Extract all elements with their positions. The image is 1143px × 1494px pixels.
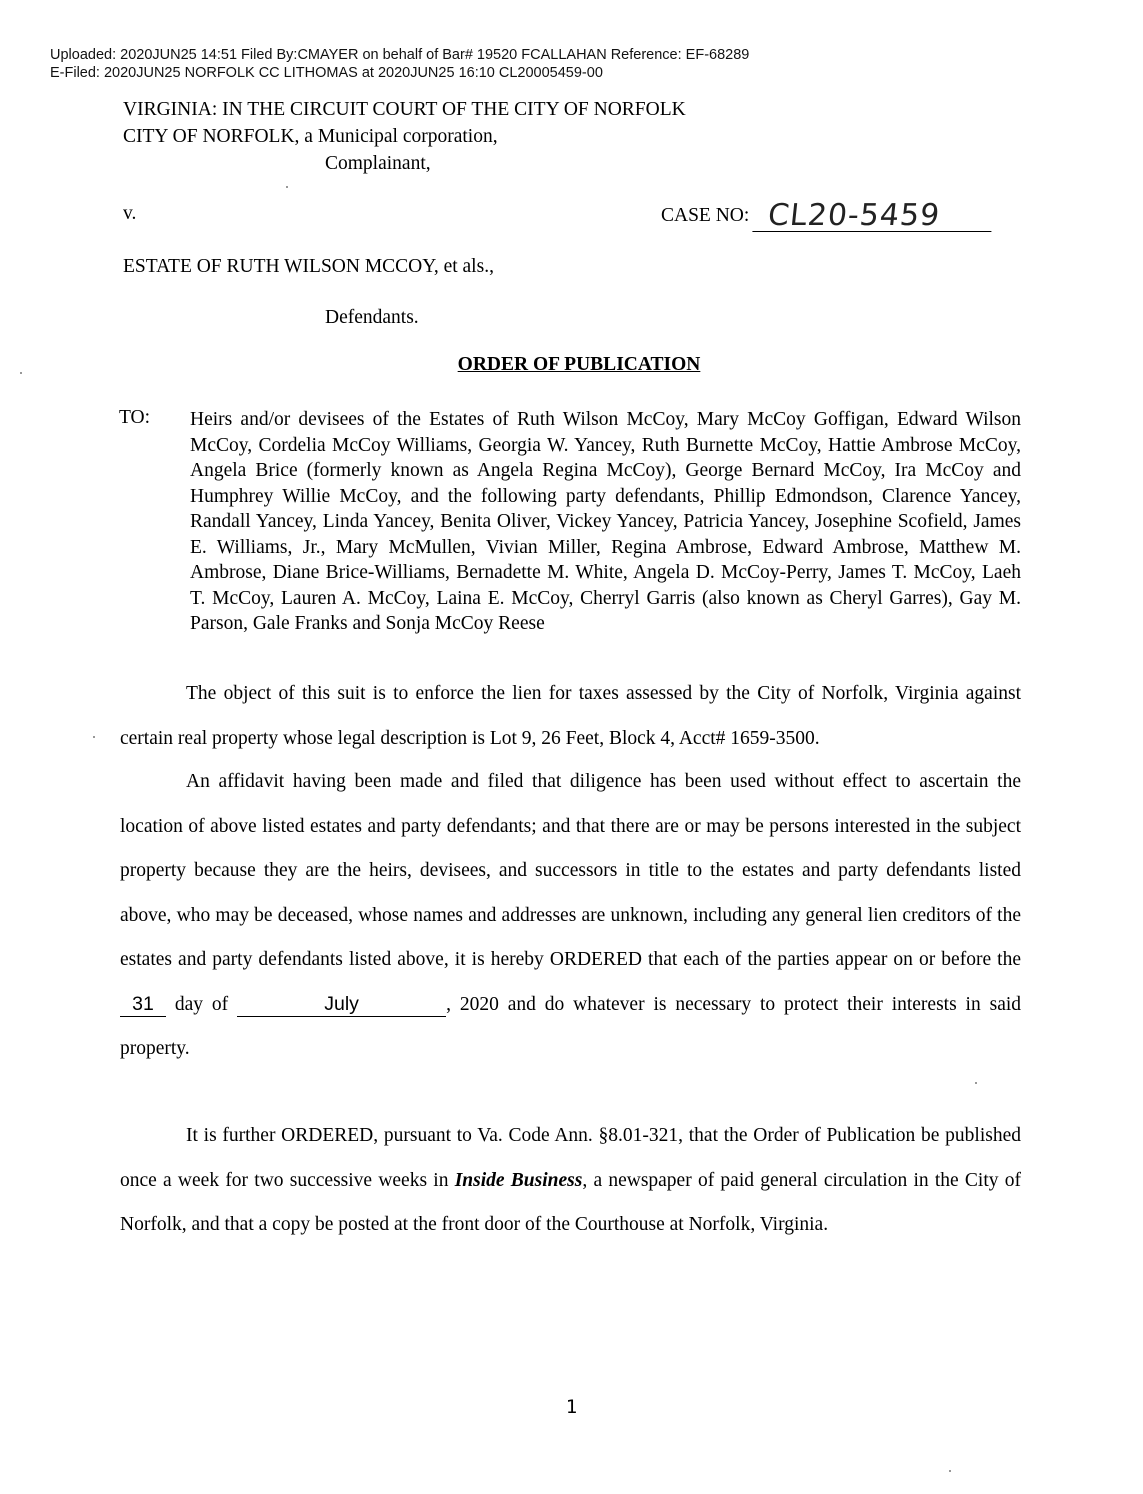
versus-label: v. [123,203,137,224]
affidavit-text-before: An affidavit having been made and filed that diligence has been used without effect to ascertain the location of above listed estates and party defendants; and that there are or may be persons interested in the subject property because they are the heirs, devisees, and successors in title to the estates and party defendants listed above, who may be deceased, whose names and addresses are unknown, including any general lien creditors of the estates and party defendants listed above, it is hereby ORDERED that each of the parties appear on or before the [120,771,1021,970]
appearance-month-field: July [237,992,446,1017]
paragraph-publication [120,1114,1021,1248]
case-number-block [661,197,993,233]
scan-speck [93,736,95,738]
defendant-role: Defendants. [325,307,419,328]
case-caption [123,96,686,177]
affidavit-text-after: , 2020 and do whatever is necessary to protect their interests in said property. [120,993,1022,1059]
court-name: VIRGINIA: IN THE CIRCUIT COURT OF THE CITY OF NORFOLK [123,99,686,120]
plaintiff-name: CITY OF NORFOLK, a Municipal corporation, [123,126,498,147]
publication-text-after: , a newspaper of paid general circulation in the City of Norfolk, and that a copy be posted at the front door of the Courthouse at Norfolk, Virginia. [120,1169,1021,1235]
efiling-stamp-upload-line: Uploaded: 2020JUN25 14:51 Filed By:CMAYER on behalf of Bar# 19520 FCALLAHAN Reference: EF-68289 [50,47,750,63]
day-of-label: day of [174,993,229,1015]
efiling-stamp [50,46,749,82]
scan-speck [286,186,288,188]
page-number: 1 [565,1396,578,1418]
scan-speck [975,1082,977,1084]
newspaper-name: Inside Business [454,1169,583,1191]
paragraph-object-of-suit [120,672,1021,761]
case-number-label: CASE NO: [661,205,750,226]
paragraph-affidavit-text [120,760,1021,1072]
publication-text-before: It is further ORDERED, pursuant to Va. Code Ann. §8.01-321, that the Order of Publication be published once a week for two successive weeks in [120,1125,1021,1191]
case-number-handwritten: CL20-5459 [753,201,995,232]
document-title: ORDER OF PUBLICATION [457,354,701,375]
addressees-list: Heirs and/or devisees of the Estates of Ruth Wilson McCoy, Mary McCoy Goffigan, Edward Wilson McCoy, Cordelia McCoy Williams, Georgia W. Yancey, Ruth Burnette McCoy, Hattie Ambrose McCoy, Angela Brice (formerly known as Angela Regina McCoy), George Bernard McCoy, Ira McCoy and Humphrey Willie McCoy, and the following party defendants, Phillip Edmondson, Clarence Yancey, Randall Yancey, Linda Yancey, Benita Oliver, Vickey Yancey, Patricia Yancey, Josephine Scofield, James E. Williams, Jr., Mary McMullen, Vivian Miller, Regina Ambrose, Edward Ambrose, Matthew M. Ambrose, Diane Brice-Williams, Bernadette M. White, Angela D. McCoy-Perry, James T. McCoy, Laeh T. McCoy, Lauren A. McCoy, Laina E. McCoy, Cherryl Garris (also known as Cheryl Garres), Gay M. Parson, Gale Franks and Sonja McCoy Reese [190,409,1021,634]
paragraph-publication-text [120,1114,1021,1248]
scan-speck [20,372,22,374]
scan-speck [949,1470,951,1472]
efiling-stamp-efiled-line: E-Filed: 2020JUN25 NORFOLK CC LITHOMAS at 2020JUN25 16:10 CL20005459-00 [50,65,603,81]
paragraph-affidavit [120,760,1021,1072]
defendant-name: ESTATE OF RUTH WILSON MCCOY, et als., [123,256,494,277]
paragraph-object-text: The object of this suit is to enforce the lien for taxes assessed by the City of Norfolk, Virginia against certain real property whose legal description is Lot 9, 26 Feet, Block 4, Acct# 1659-3500. [120,683,1021,749]
plaintiff-role: Complainant, [325,153,431,174]
appearance-day-field: 31 [120,992,166,1017]
to-label: TO: [119,407,151,428]
